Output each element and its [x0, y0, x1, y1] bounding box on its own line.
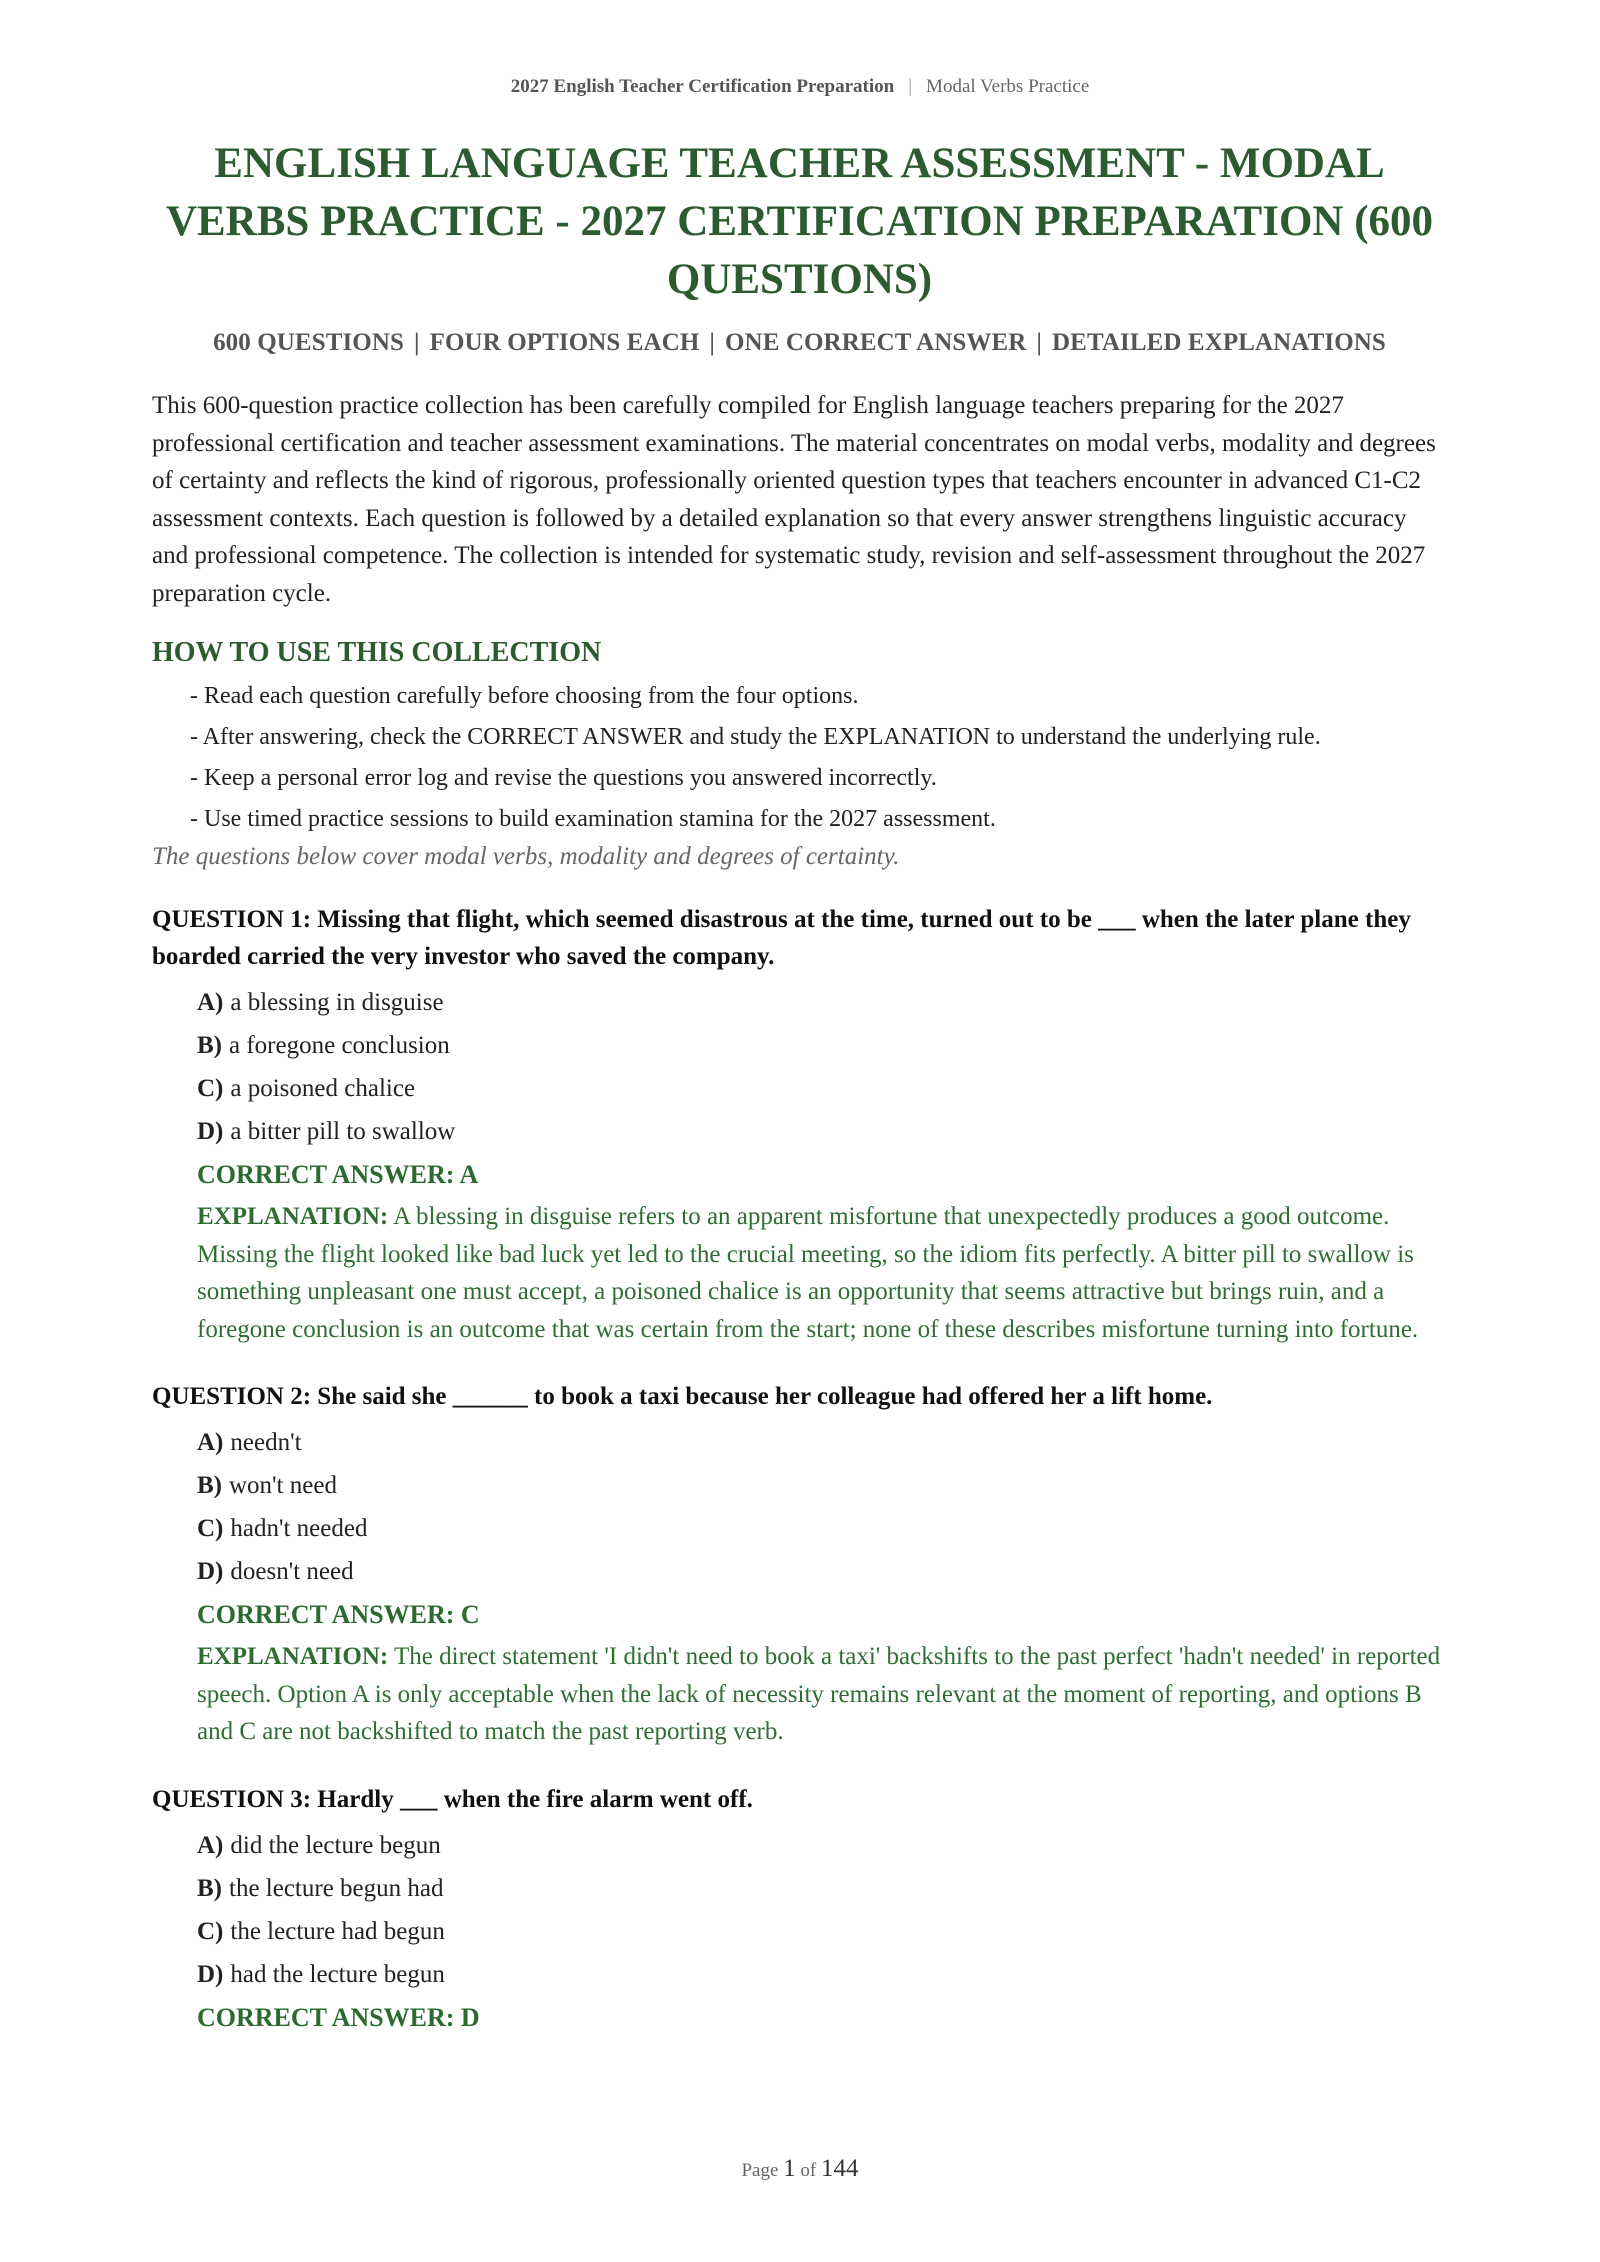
page-content	[152, 130, 1447, 2039]
option-b	[197, 1867, 1447, 1910]
option-text: did the lecture begun	[230, 1831, 441, 1859]
header-left: 2027 English Teacher Certification Preparation	[510, 76, 895, 97]
explanation	[197, 1198, 1447, 1348]
option-letter: A)	[197, 989, 224, 1016]
intro-paragraph: This 600-question practice collection has been carefully compiled for English language teachers preparing for the 2027 professional certification and teacher assessment examinations. The material concentrates on modal verbs, modality and degrees of certainty and reflects the kind of rigorous, professionally oriented question types that teachers encounter in advanced C1-C2 assessment contexts. Each question is followed by a detailed explanation so that every answer strengthens linguistic accuracy and professional competence. The collection is intended for systematic study, revision and self-assessment throughout the 2027 preparation cycle.	[152, 392, 1436, 607]
document-title: ENGLISH LANGUAGE TEACHER ASSESSMENT - MODAL VERBS PRACTICE - 2027 CERTIFICATION PREPARATION (600 QUESTIONS)	[165, 140, 1434, 303]
option-text: hadn't needed	[230, 1515, 368, 1542]
correct-answer: CORRECT ANSWER: D	[197, 2002, 480, 2032]
option-c	[197, 1910, 1447, 1953]
option-letter: D)	[197, 1960, 224, 1988]
options-list	[197, 1824, 1447, 1996]
options-list	[197, 1421, 1447, 1593]
option-text: the lecture begun had	[229, 1874, 444, 1902]
option-letter: B)	[197, 1032, 222, 1059]
of-label: of	[800, 2160, 817, 2181]
option-letter: D)	[197, 1558, 224, 1585]
explanation	[197, 1638, 1447, 1751]
option-letter: C)	[197, 1917, 224, 1945]
options-list	[197, 981, 1447, 1153]
option-letter: C)	[197, 1075, 224, 1102]
meta-item: ONE CORRECT ANSWER	[725, 329, 1027, 356]
question-3	[152, 1781, 1447, 2039]
meta-line	[152, 329, 1447, 357]
meta-item: 600 QUESTIONS	[213, 329, 405, 356]
option-letter: B)	[197, 1472, 222, 1499]
question-2	[152, 1378, 1447, 1751]
howto-item: - After answering, check the CORRECT ANSWER and study the EXPLANATION to understand the underlying rule.	[190, 724, 1321, 750]
option-text: the lecture had begun	[230, 1917, 445, 1945]
header-right: Modal Verbs Practice	[926, 76, 1090, 97]
explanation-text: A blessing in disguise refers to an apparent misfortune that unexpectedly produces a good outcome. Missing the flight looked like bad luck yet led to the crucial meeting, so the idiom fits perfectly. A bitter pill to swallow is something unpleasant one must accept, a poisoned chalice is an opportunity that seems attractive but brings ruin, and a foregone conclusion is an outcome that was certain from the start; none of these describes misfortune turning into fortune.	[197, 1203, 1419, 1343]
meta-item: FOUR OPTIONS EACH	[429, 329, 700, 356]
option-text: a poisoned chalice	[230, 1075, 416, 1102]
header-separator: |	[908, 76, 913, 97]
question-stem: QUESTION 2: She said she ______ to book a taxi because her colleague had offered her a lift home.	[152, 1383, 1213, 1410]
howto-item: - Use timed practice sessions to build examination stamina for the 2027 assessment.	[190, 806, 996, 832]
option-a	[197, 1824, 1447, 1867]
explanation-label: EXPLANATION:	[197, 1203, 389, 1230]
option-text: a blessing in disguise	[230, 989, 444, 1016]
option-c	[197, 1507, 1447, 1550]
option-text: doesn't need	[230, 1558, 354, 1585]
option-letter: D)	[197, 1118, 224, 1145]
option-a	[197, 981, 1447, 1024]
page-footer	[0, 2155, 1600, 2183]
running-header	[0, 76, 1600, 98]
option-a	[197, 1421, 1447, 1464]
correct-answer: CORRECT ANSWER: C	[197, 1600, 480, 1629]
meta-separator: |	[1036, 329, 1043, 356]
option-text: a foregone conclusion	[229, 1032, 450, 1059]
question-1	[152, 901, 1447, 1348]
option-letter: A)	[197, 1429, 224, 1456]
total-pages: 144	[821, 2155, 859, 2182]
option-text: a bitter pill to swallow	[230, 1118, 456, 1145]
option-b	[197, 1024, 1447, 1067]
question-stem: QUESTION 3: Hardly ___ when the fire alarm went off.	[152, 1785, 753, 1813]
option-d	[197, 1953, 1447, 1996]
option-b	[197, 1464, 1447, 1507]
current-page-number: 1	[783, 2155, 796, 2182]
option-text: needn't	[230, 1429, 302, 1456]
meta-separator: |	[709, 329, 716, 356]
option-c	[197, 1067, 1447, 1110]
howto-item: - Keep a personal error log and revise the questions you answered incorrectly.	[190, 765, 937, 791]
meta-item: DETAILED EXPLANATIONS	[1052, 329, 1386, 356]
explanation-label: EXPLANATION:	[197, 1643, 389, 1670]
page-label: Page	[741, 2160, 779, 2181]
option-letter: A)	[197, 1831, 224, 1859]
option-letter: B)	[197, 1874, 222, 1902]
howto-title: HOW TO USE THIS COLLECTION	[152, 637, 602, 668]
coverage-note: The questions below cover modal verbs, modality and degrees of certainty.	[152, 843, 900, 870]
option-d	[197, 1110, 1447, 1153]
howto-list	[152, 679, 1447, 837]
meta-separator: |	[414, 329, 420, 356]
howto-item: - Read each question carefully before choosing from the four options.	[190, 683, 859, 709]
option-letter: C)	[197, 1515, 224, 1542]
correct-answer: CORRECT ANSWER: A	[197, 1160, 479, 1189]
option-text: won't need	[229, 1472, 337, 1499]
option-text: had the lecture begun	[230, 1960, 445, 1988]
explanation-text: The direct statement 'I didn't need to book a taxi' backshifts to the past perfect 'hadn't needed' in reported speech. Option A is only acceptable when the lack of necessity remains relevant at the moment of reporting, and options B and C are not backshifted to match the past reporting verb.	[197, 1643, 1441, 1745]
question-stem: QUESTION 1: Missing that flight, which seemed disastrous at the time, turned out to be ___ when the later plane they boarded carried the very investor who saved the company.	[152, 906, 1411, 970]
option-d	[197, 1550, 1447, 1593]
